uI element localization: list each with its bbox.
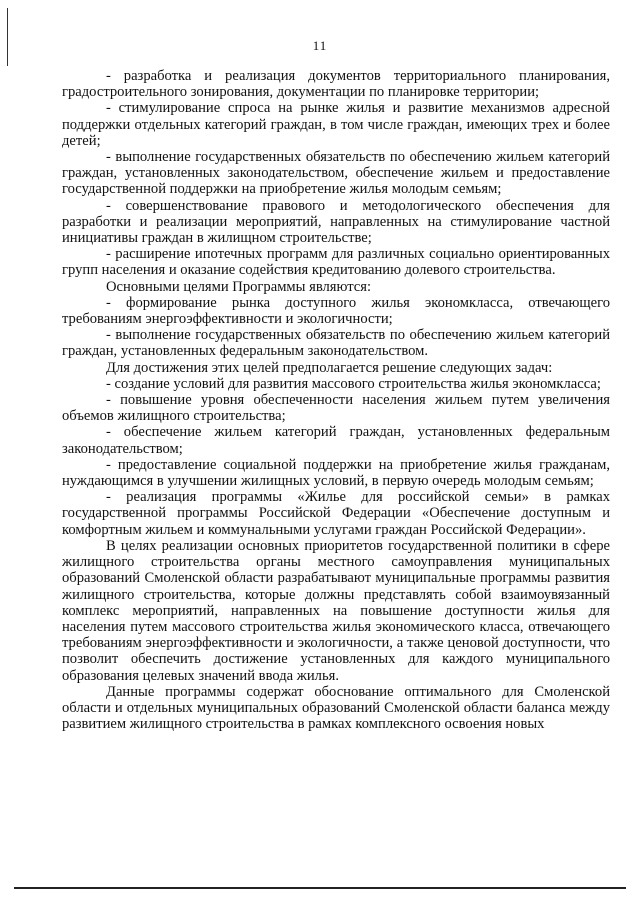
page-number: 11 xyxy=(312,38,328,53)
paragraph: - создание условий для развития массового строительства жилья экономкласса; xyxy=(106,375,601,392)
paragraph: Для достижения этих целей предполагается решение следующих задач: xyxy=(106,359,553,376)
paragraph: - разработка и реализация документов территориального планирования, градостроительного зонирования, документации по планировке территории; xyxy=(62,68,610,101)
bottom-rule xyxy=(14,887,626,889)
paragraph: - формирование рынка доступного жилья экономкласса, отвечающего требованиям энергоэффективности и экологичности; xyxy=(62,294,610,328)
paragraph: - реализация программы «Жилье для российской семьи» в рамках государственной программы Российской Федерации «Обеспечение доступным и комфортным жильем и коммунальными услугами граждан Российской Федерации». xyxy=(62,489,610,538)
paragraph: - выполнение государственных обязательств по обеспечению жильем категорий граждан, установленных федеральным законодательством. xyxy=(62,327,610,360)
paragraph: - выполнение государственных обязательств по обеспечению жильем категорий граждан, установленных законодательством, обеспечение жильем и предоставление государственной поддержки на приобретение жилья молодым семьям; xyxy=(62,149,610,198)
paragraph: В целях реализации основных приоритетов государственной политики в сфере жилищного строительства органы местного самоуправления муниципальных образований Смоленской области разрабатывают муниципальные программы развития жилищного строительства, которые должны представлять собой взаимоувязанный комплекс мероприятий, направленных на повышение доступности жилья для населения путем массового строительства жилья экономического класса, отвечающего требованиям энергоэффективности и экологичности, а также ценовой доступности, что позволит обеспечить достижение установленных для каждого муниципального образования целевых значений ввода жилья. xyxy=(62,537,610,684)
paragraph: - совершенствование правового и методологического обеспечения для разработки и реализации мероприятий, направленных на стимулирование частной инициативы граждан в жилищном строительстве; xyxy=(62,197,610,247)
paragraph: - расширение ипотечных программ для различных социально ориентированных групп населения и оказание содействия кредитованию долевого строительства. xyxy=(62,246,610,279)
paragraph: - предоставление социальной поддержки на приобретение жилья гражданам, нуждающимся в улучшении жилищных условий, в первую очередь молодым семьям; xyxy=(62,456,610,490)
paragraph: Основными целями Программы являются: xyxy=(106,278,372,295)
paragraph: - обеспечение жильем категорий граждан, установленных федеральным законодательством; xyxy=(62,424,610,457)
document-body xyxy=(62,68,610,732)
paragraph: Данные программы содержат обоснование оптимального для Смоленской области и отдельных муниципальных образований Смоленской области баланса между развитием жилищного строительства в рамках комплексного освоения новых xyxy=(62,683,610,733)
paragraph: - стимулирование спроса на рынке жилья и развитие механизмов адресной поддержки отдельных категорий граждан, в том числе граждан, имеющих трех и более детей; xyxy=(62,100,610,149)
paragraph: - повышение уровня обеспеченности населения жильем путем увеличения объемов жилищного строительства; xyxy=(62,392,610,425)
binding-margin-line xyxy=(7,8,8,66)
